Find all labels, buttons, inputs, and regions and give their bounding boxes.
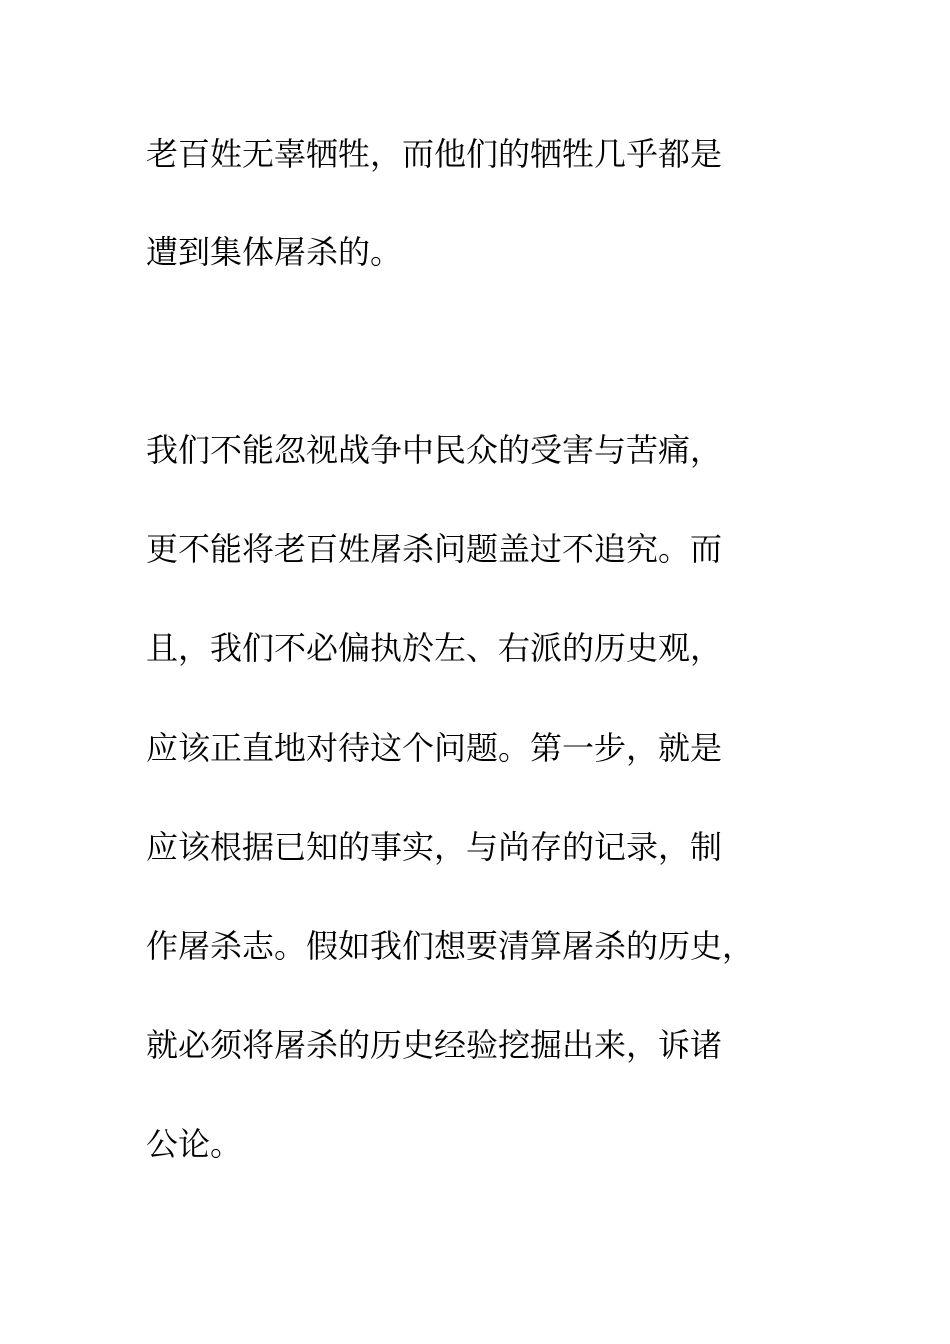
text-line: 作屠杀志。假如我们想要清算屠杀的历史， [146, 927, 755, 965]
text-line: 老百姓无辜牺牲，而他们的牺牲几乎都是 [146, 135, 723, 173]
text-line: 我们不能忽视战争中民众的受害与苦痛， [146, 431, 723, 469]
text-line: 应该正直地对待这个问题。第一步，就是 [146, 729, 723, 767]
text-line: 应该根据已知的事实，与尚存的记录，制 [146, 828, 723, 866]
text-line: 且，我们不必偏执於左、右派的历史观， [146, 629, 723, 667]
text-line: 更不能将老百姓屠杀问题盖过不追究。而 [146, 530, 723, 568]
text-line: 就必须将屠杀的历史经验挖掘出来，诉诸 [146, 1026, 723, 1064]
text-line: 公论。 [146, 1125, 243, 1163]
text-line: 遭到集体屠杀的。 [146, 233, 403, 271]
